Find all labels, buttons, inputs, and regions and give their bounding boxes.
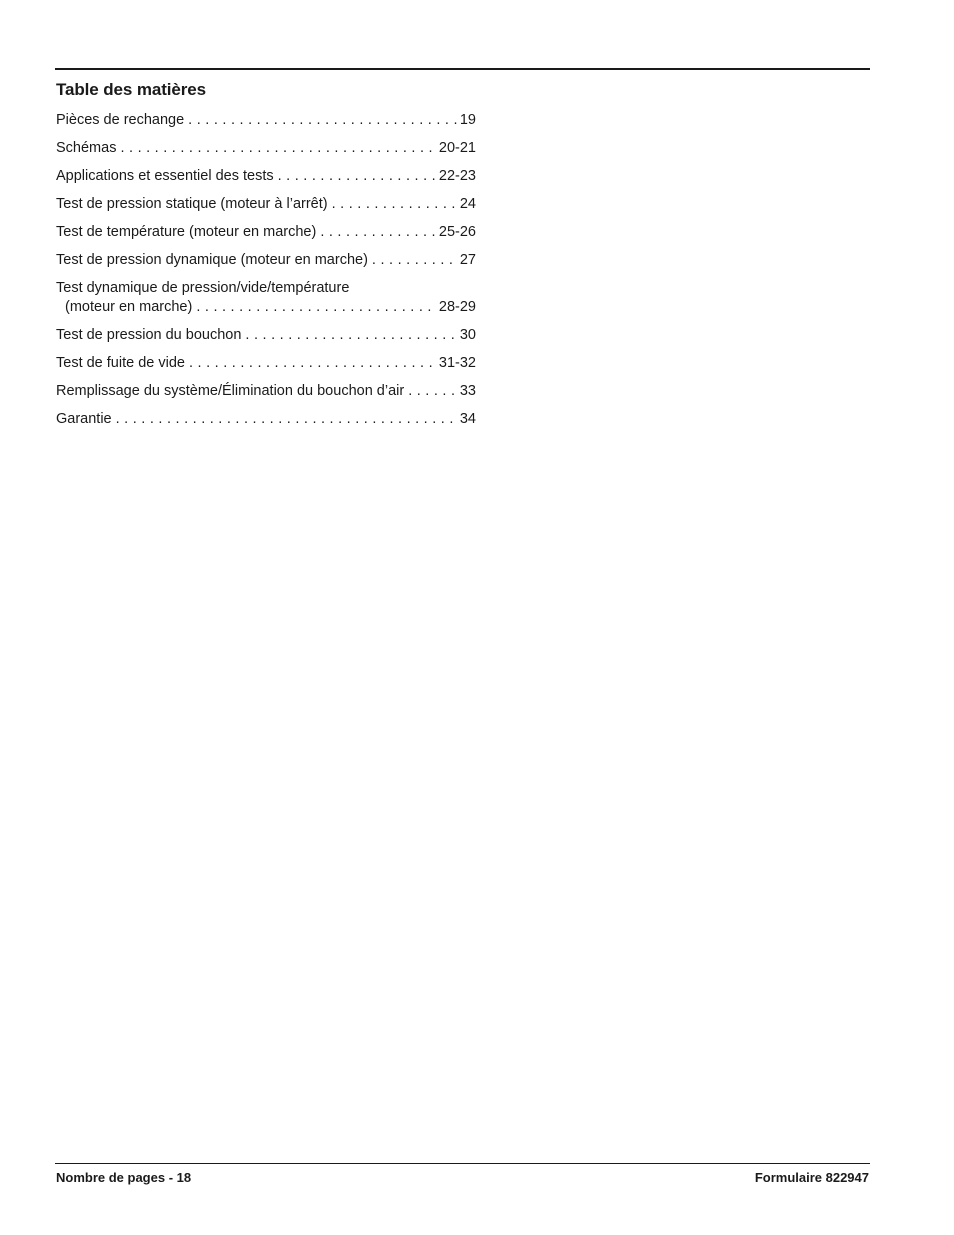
toc-entry-text-line1: Test dynamique de pression/vide/température — [56, 280, 350, 296]
toc-leader-dots — [120, 139, 436, 158]
toc-entry — [56, 111, 476, 130]
toc-line — [56, 382, 476, 401]
toc-leader-dots — [116, 410, 458, 429]
toc-entry-page: 19 — [459, 112, 476, 128]
toc-entry — [56, 382, 476, 401]
toc-entry-page: 28-29 — [438, 299, 476, 315]
toc-entry — [56, 354, 476, 373]
toc-entry — [56, 410, 476, 429]
toc-line — [56, 326, 476, 345]
bottom-rule — [55, 1163, 870, 1164]
toc-entry-page: 34 — [459, 411, 476, 427]
toc-line — [56, 354, 476, 373]
toc-entry — [56, 167, 476, 186]
toc-entry-text: Test de fuite de vide — [56, 355, 185, 371]
toc-entry-page: 27 — [459, 252, 476, 268]
toc-leader-dots — [189, 354, 437, 373]
toc-entry-page: 22-23 — [438, 168, 476, 184]
toc-entry-page: 24 — [459, 196, 476, 212]
toc-title: Table des matières — [56, 80, 207, 99]
toc-entry — [56, 195, 476, 214]
toc-entry-page: 33 — [459, 383, 476, 399]
toc-entry-text: Applications et essentiel des tests — [56, 168, 274, 184]
toc-entry-text: Test de pression dynamique (moteur en marche) — [56, 252, 368, 268]
toc-entry-text: Remplissage du système/Élimination du bouchon d’air — [56, 383, 405, 399]
toc-leader-dots — [372, 251, 458, 270]
toc-line — [56, 111, 476, 130]
toc-entry-page: 25-26 — [438, 224, 476, 240]
toc-entry — [56, 279, 476, 317]
toc-entry — [56, 139, 476, 158]
toc-entry-page: 30 — [459, 327, 476, 343]
toc-entry-text: Test de pression du bouchon — [56, 327, 242, 343]
toc-line — [56, 139, 476, 158]
table-of-contents — [56, 111, 476, 438]
toc-entry — [56, 251, 476, 270]
toc-entry — [56, 326, 476, 345]
toc-leader-dots — [408, 382, 458, 401]
toc-line — [56, 223, 476, 242]
toc-entry-text-line2: (moteur en marche) — [65, 299, 193, 315]
toc-entry — [56, 223, 476, 242]
toc-line — [56, 410, 476, 429]
top-rule — [55, 68, 870, 70]
toc-entry-page: 20-21 — [438, 140, 476, 156]
toc-leader-dots — [320, 223, 437, 242]
toc-line — [56, 167, 476, 186]
toc-leader-dots — [245, 326, 457, 345]
toc-line — [56, 195, 476, 214]
toc-leader-dots — [278, 167, 437, 186]
toc-entry-text: Schémas — [56, 140, 117, 156]
toc-entry-page: 31-32 — [438, 355, 476, 371]
toc-line — [56, 298, 476, 317]
toc-leader-dots — [188, 111, 458, 130]
toc-leader-dots — [196, 298, 437, 317]
footer-page-count: Nombre de pages - 18 — [56, 1170, 192, 1185]
toc-line — [56, 251, 476, 270]
toc-entry-text: Test de température (moteur en marche) — [56, 224, 317, 240]
toc-entry-text: Pièces de rechange — [56, 112, 185, 128]
toc-entry-text: Test de pression statique (moteur à l’arrêt) — [56, 196, 328, 212]
footer-form-number: Formulaire 822947 — [754, 1170, 869, 1185]
toc-leader-dots — [332, 195, 458, 214]
toc-entry-text: Garantie — [56, 411, 112, 427]
